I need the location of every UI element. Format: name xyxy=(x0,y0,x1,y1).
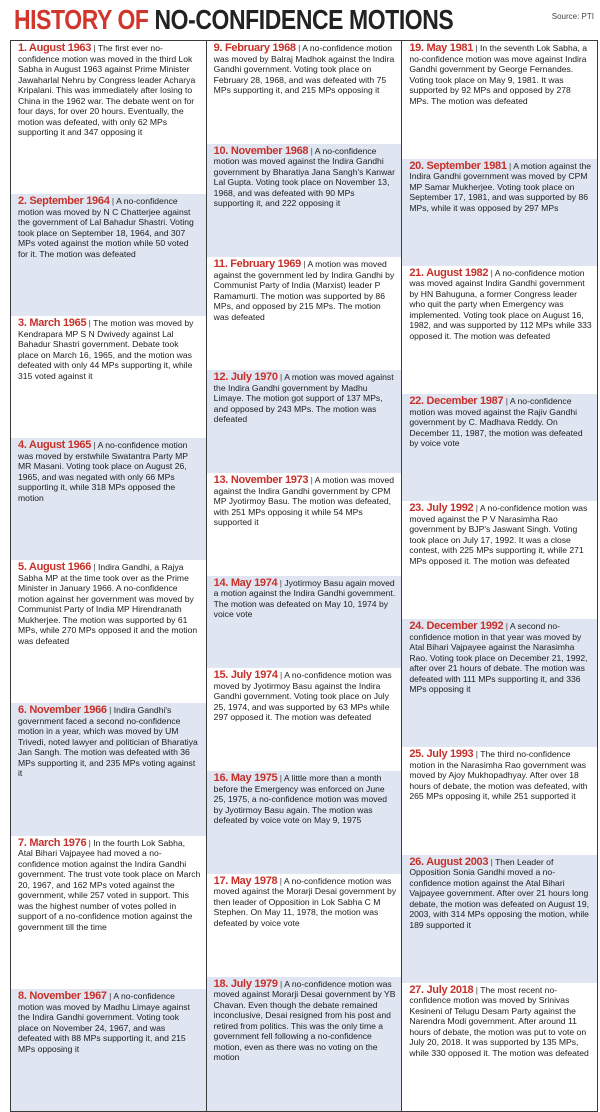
header xyxy=(0,0,600,40)
motion-text: A second no-confidence motion in that year was moved by Atal Bihari Vajpayee against the Narasimha Rao. Voting took place on December 21, 1992, after over 21 hours of debate. The motion was defeated with 111 MPs supporting it, and 336 MPs opposing it xyxy=(409,621,588,695)
separator: | xyxy=(473,749,481,760)
separator: | xyxy=(473,43,481,53)
separator: | xyxy=(277,577,285,588)
motion-date: 16. May 1975 xyxy=(213,772,278,785)
separator: | xyxy=(503,621,510,632)
separator: | xyxy=(277,773,284,784)
motion-text: A motion against the Indira Gandhi government was moved by CPM MP Samar Mukherjee. Voting took place on September 17, 1981, and was supported by 86 MPs, while it was opposed by 297 MPs xyxy=(409,160,592,213)
motion-entry xyxy=(402,619,597,747)
motion-text: A no-confidence motion was moved against Morarji Desai government by YB Chavan. Even though the debate remained inconclusive, Desai resigned from his post and retired from politics. This was the only time a government fell following a no-confidence motion, even as there was no voting on the motion xyxy=(213,978,396,1063)
motion-date: 12. July 1970 xyxy=(213,371,278,384)
motion-date: 21. August 1982 xyxy=(409,266,489,279)
motion-text: A motion was moved against the Indira Gandhi government by CPM MP Jyotirmoy Basu. The motion was defeated, with 251 MPs opposing it while 54 MPs supported it xyxy=(213,475,395,528)
motion-date: 4. August 1965 xyxy=(18,439,92,452)
motion-text: A no-confidence motion was moved against the Rajiv Gandhi government by C. Madhava Reddy. On December 11, 1987, the motion was defeated by voice vote xyxy=(409,396,583,449)
motion-entry xyxy=(207,370,402,473)
column-3 xyxy=(402,41,597,1111)
separator: | xyxy=(91,562,99,573)
motion-entry xyxy=(207,771,402,874)
separator: | xyxy=(473,503,480,514)
motion-entry xyxy=(402,266,597,394)
column-1 xyxy=(11,41,207,1111)
motion-text: A no-confidence motion was moved by erstwhile Swatantra Party MP MR Masani. Voting took place on August 26, 1965, and was negated with only 66 MPs supporting it, while 318 MPs opposed the motion xyxy=(18,440,188,503)
separator: | xyxy=(86,318,94,329)
motion-text: The most recent no-confidence motion was moved by Srinivas Kesineni of Telugu Desam Party against the Narendra Modi government. After around 11 hours of debate, the motion was put to vote on July 20, 2018. It was supported by 135 MPs, while 330 opposed it. The motion was defeated xyxy=(409,984,589,1058)
motion-text: A no-confidence motion was moved against the Morarji Desai government by then leader of Opposition in Lok Sabha C M Stephen. On May 11, 1978, the motion was defeated by voice vote xyxy=(213,875,397,928)
title-part-red: HISTORY OF xyxy=(14,4,149,35)
motion-date: 17. May 1978 xyxy=(213,874,278,887)
motion-text: A no-confidence motion was moved against the Indira Gandhi government by Bharatiya Jana Sangh's Kanwar Lal Gupta. Voting took place on November 13, 1968, and was defeated with 90 MPs supporting it, and 222 opposing it xyxy=(213,145,395,209)
motion-date: 2. September 1964 xyxy=(18,195,110,208)
separator: | xyxy=(488,267,495,278)
motion-text: The third no-confidence motion in the Narasimha Rao government was moved by Ajoy Mukhopadhyay. After over 18 hours of debate, the motion was defeated, with 265 MPs opposing it, while 251 supported it xyxy=(409,749,588,802)
separator: | xyxy=(300,259,308,270)
motion-date: 25. July 1993 xyxy=(409,748,474,761)
motion-date: 8. November 1967 xyxy=(18,990,107,1003)
separator: | xyxy=(91,440,98,451)
motion-date: 24. December 1992 xyxy=(409,620,504,633)
motion-entry xyxy=(207,144,402,257)
motion-text: A motion was moved against the Indira Gandhi government by Madhu Limaye. The motion got support of 137 MPs, and opposed by 243 MPs. The motion was defeated xyxy=(213,372,394,425)
motion-entry xyxy=(402,983,597,1111)
motion-date: 6. November 1966 xyxy=(18,704,107,717)
motion-entry xyxy=(207,576,402,668)
motion-entry xyxy=(207,41,402,144)
separator: | xyxy=(503,396,510,407)
motion-text: In the fourth Lok Sabha, Atal Bihari Vajpayee had moved a no-confidence motion against the Indira Gandhi government. The trust vote took place on March 20, 1967, and 162 MPs voted against the government, while 257 voted in support. This was the highest number of votes polled in support of a no-confidence motion against the government till the time xyxy=(18,837,201,932)
motion-date: 13. November 1973 xyxy=(213,474,309,487)
motion-date: 19. May 1981 xyxy=(409,42,474,54)
motion-date: 22. December 1987 xyxy=(409,395,504,408)
separator: | xyxy=(277,372,285,383)
motion-text: A no-confidence motion was moved against the P V Narasimha Rao government by BJP's Jaswant Singh. Voting took place on July 17, 1992. It was a close contest, with 225 MPs supporting it, while 271 MPs opposed it. The motion was defeated xyxy=(409,503,588,566)
motion-entry xyxy=(11,560,206,703)
motion-entry xyxy=(207,977,402,1111)
separator: | xyxy=(86,837,94,848)
separator: | xyxy=(277,875,284,886)
separator: | xyxy=(308,475,315,486)
motion-entry xyxy=(207,668,402,771)
motion-entry xyxy=(11,316,206,438)
source-credit: Source: PTI xyxy=(551,12,594,21)
motion-text: In the seventh Lok Sabha, a no-confidence motion was move against Indira Gandhi government by George Fernandes. Voting took place on May 9, 1981. It was supported by 92 MPs and opposed by 278 MPs. The motion was defeated xyxy=(409,43,588,106)
motion-date: 20. September 1981 xyxy=(409,159,507,172)
motion-entry xyxy=(402,747,597,854)
motion-text: Indira Gandhi's government faced a second no-confidence motion in a year, which was moved by UM Trivedi, noted lawyer and politician of Bharatiya Jan Sangh. The motion was defeated with 36 MPs supporting it, and 235 MPs voting against it xyxy=(18,705,198,779)
separator: | xyxy=(295,43,303,53)
motion-entry xyxy=(11,41,206,194)
separator: | xyxy=(277,670,285,681)
motion-text: A motion was moved against the government led by Indira Gandhi by Communist Party of India (Marxist) leader P Ramamurti. The motion was supported by 86 MPs, and opposed by 215 MPs. The motion was defeated xyxy=(213,259,395,322)
motion-text: The first ever no-confidence motion was moved in the third Lok Sabha in August 1963 against Prime Minister Jawaharlal Nehru by Congress leader Acharya Kripalani. This was immediately after losing to China in the 1962 war. The debate went on for four days, for over 20 hours. Eventually, the motion was defeated, with only 62 MPs supporting it and 347 opposing it xyxy=(18,43,196,137)
motion-entry xyxy=(11,194,206,316)
page-title xyxy=(14,2,453,38)
motion-date: 15. July 1974 xyxy=(213,669,278,682)
separator: | xyxy=(506,160,514,171)
motion-date: 11. February 1969 xyxy=(213,258,301,271)
motion-entry xyxy=(11,438,206,560)
separator: | xyxy=(308,145,315,156)
motion-entry xyxy=(207,473,402,576)
motion-text: A no-confidence motion was moved against Indira Gandhi government by HN Bahuguna, a former Congress leader who quit the party when Emergency was implemented. Voting took place on August 16, 1982, and was supported by 112 MPs while 333 opposed it. The motion was defeated xyxy=(409,267,592,341)
motion-date: 1. August 1963 xyxy=(18,42,92,54)
motion-date: 9. February 1968 xyxy=(213,42,296,54)
separator: | xyxy=(277,978,285,989)
motion-date: 3. March 1965 xyxy=(18,317,87,330)
separator: | xyxy=(473,984,481,995)
motion-text: A no-confidence motion was moved by N C Chatterjee against the government of Lal Bahadur Shastri. Voting took place on September 18, 1964, and 307 MPs voted against the motion while 50 voted for it. The motion was defeated xyxy=(18,196,194,259)
motion-entry xyxy=(402,501,597,619)
motion-entry xyxy=(207,874,402,977)
separator: | xyxy=(109,196,117,207)
separator: | xyxy=(488,856,496,867)
motion-date: 18. July 1979 xyxy=(213,977,278,990)
motion-entry xyxy=(402,41,597,159)
motion-text: A no-confidence motion was moved by Madhu Limaye against the Indira Gandhi government. Voting took place on November 24, 1967, and was defeated with 88 MPs supporting it, and 215 MPs opposing it xyxy=(18,991,190,1054)
motion-text: Then Leader of Opposition Sonia Gandhi moved a no-confidence motion against the Atal Bihari Vajpayee government. After over 21 hours long debate, the motion was defeated on August 19, 2003, with 314 MPs opposing the motion, while 189 supported it xyxy=(409,856,589,930)
motion-date: 27. July 2018 xyxy=(409,983,474,996)
motion-text: Indira Gandhi, a Rajya Sabha MP at the time took over as the Prime Minister in January 1966. A no-confidence motion against her government was moved by Communist Party of India MP Hirendranath Mukherjee. The motion was supported by 61 MPs, while 270 MPs opposed it and the motion was defeated xyxy=(18,562,198,646)
motion-entry xyxy=(11,836,206,989)
motion-entry xyxy=(11,989,206,1111)
motion-entry xyxy=(402,159,597,266)
motion-text: A no-confidence motion was moved by Balraj Madhok against the Indira Gandhi government. Voting took place on February 28, 1968, and was defeated with 75 MPs supporting it, and 215 MPs opposing it xyxy=(213,43,395,95)
motion-text: Jyotirmoy Basu again moved a motion against the Indira Gandhi government. The motion was defeated on May 10, 1974 by voice vote xyxy=(213,577,396,620)
separator: | xyxy=(91,43,98,53)
column-2 xyxy=(207,41,403,1111)
motion-date: 5. August 1966 xyxy=(18,561,92,574)
motion-entry xyxy=(207,257,402,370)
motion-date: 14. May 1974 xyxy=(213,576,278,589)
title-part-dark: NO-CONFIDENCE MOTIONS xyxy=(154,4,454,35)
motion-entry xyxy=(11,703,206,835)
motion-text: The motion was moved by Kendrapara MP S N Dwivedy against Lal Bahadur Shastri government. Debate took place on March 16, 1965, and the motion was defeated with only 44 MPs supporting it, while 315 voted against it xyxy=(18,318,194,381)
motion-text: A no-confidence motion was moved by Jyotirmoy Basu against the Indira Gandhi government. Voting took place on July 25, 1974, and was supported by 63 MPs while 297 opposed it. The motion was defeated xyxy=(213,670,392,723)
motion-entry xyxy=(402,855,597,983)
separator: | xyxy=(106,705,114,716)
motion-date: 26. August 2003 xyxy=(409,855,489,868)
motion-text: A little more than a month before the Emergency was enforced on June 25, 1975, a no-confidence motion was moved by Jyotirmoy Basu again. The motion was defeated by voice vote on May 9, 1975 xyxy=(213,773,388,826)
separator: | xyxy=(106,991,114,1002)
motions-grid xyxy=(10,40,598,1112)
motion-entry xyxy=(402,394,597,501)
motion-date: 23. July 1992 xyxy=(409,502,474,515)
motion-date: 10. November 1968 xyxy=(213,144,309,157)
motion-date: 7. March 1976 xyxy=(18,836,87,849)
